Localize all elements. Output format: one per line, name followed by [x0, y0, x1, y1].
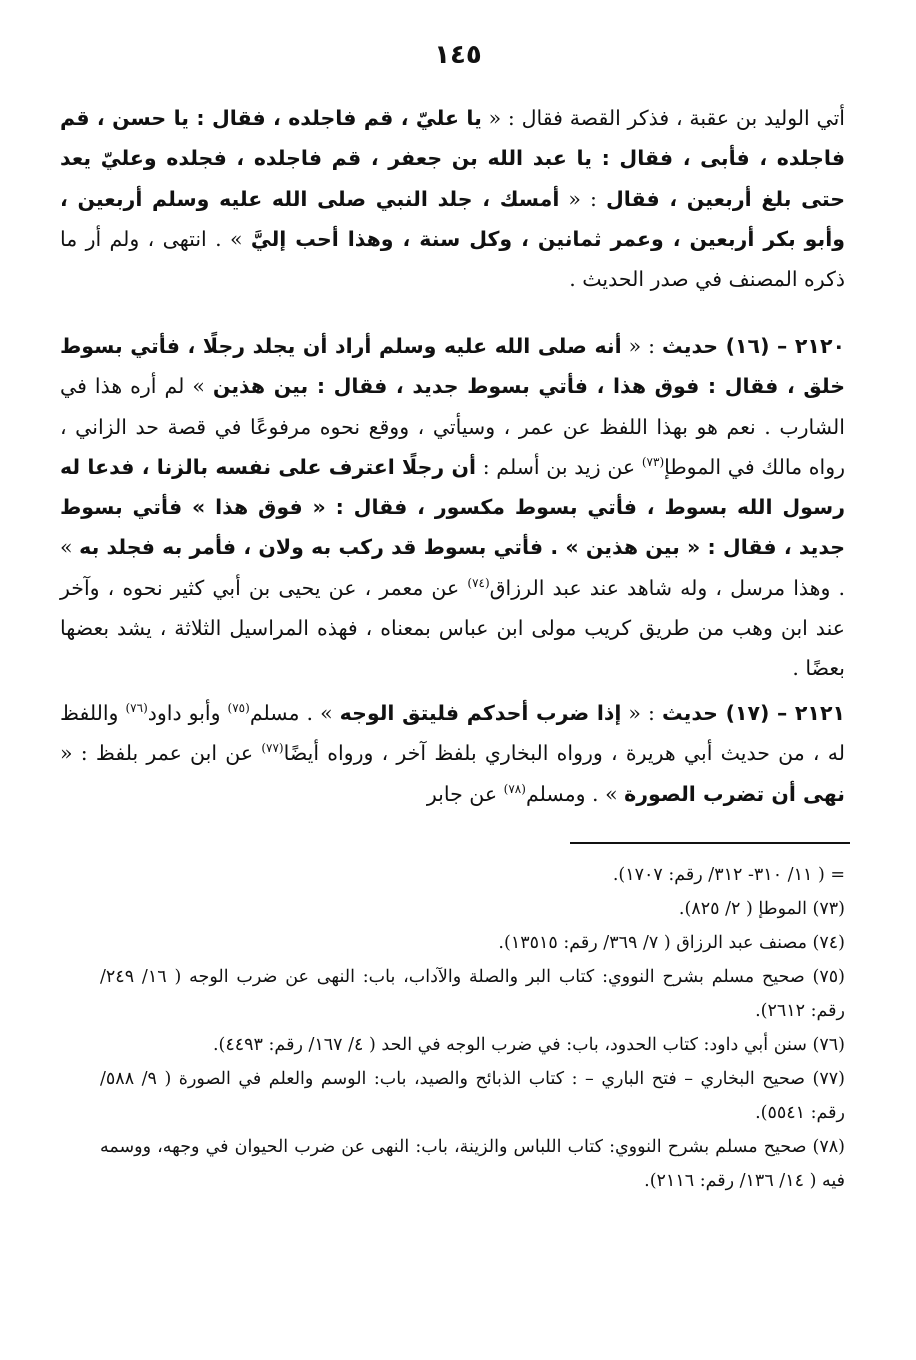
hadith-quote: أنه صلى الله عليه وسلم أراد أن يجلد رجلًا ، فأتي بسوط خلق ، فقال : فوق هذا ، فأتي بسوط جديد ، فقال : بين هذين — [60, 334, 845, 399]
footnote: (٧٦) سنن أبي داود: كتاب الحدود، باب: في ضرب الوجه في الحد ( ٤/ ١٦٧/ رقم: ٤٤٩٣). — [212, 1035, 845, 1055]
text-run: عن ابن عمر بلفظ : « — [60, 741, 262, 766]
paragraph-text — [60, 98, 845, 299]
footnote-ref: (٧٦) — [125, 701, 148, 716]
hadith-quote: نهى أن تضرب الصورة — [624, 781, 845, 806]
paragraph-text — [60, 326, 845, 689]
text-run: : « — [621, 701, 662, 725]
text-run: » . مسلم — [249, 701, 340, 725]
footnote-ref: (٧٨) — [503, 781, 526, 796]
footnote: (٧٥) صحيح مسلم بشرح النووي: كتاب البر والصلة والآداب، باب: النهى عن ضرب الوجه ( ١٦/ ٢٤٩/ رقم: ٢٦١٢). — [100, 967, 845, 1021]
hadith-quote: يا عليّ ، قم فاجلده ، فقال : يا حسن ، قم فاجلده ، فأبى ، فقال : يا عبد الله بن جعفر ، قم فاجلده ، فجلده وعليّ يعد حتى بلغ أربعين ، فقال — [60, 106, 845, 211]
hadith-entry-2121 — [60, 693, 845, 814]
paragraph-text — [60, 693, 845, 814]
text-run: » . انتهى ، ولم أر ما ذكره المصنف في صدر الحديث . — [60, 226, 845, 292]
hadith-entry-2120 — [60, 326, 845, 689]
hadith-quote: أمسك ، جلد النبي صلى الله عليه وسلم أربعين ، وأبو بكر أربعين ، وعمر ثمانين ، وكل سنة ، وهذا أحب إليَّ — [60, 186, 845, 251]
text-run: » لم أره هذا في الشارب . نعم هو بهذا اللفظ عن عمر ، وسيأتي ، ووقع نحوه مرفوعًا في قصة حد الزاني ، رواه مالك في الموطإ — [60, 374, 845, 479]
footnote: (٧٤) مصنف عبد الرزاق ( ٧/ ٣٦٩/ رقم: ١٣٥١٥). — [498, 933, 845, 953]
paragraph-continuation — [60, 98, 845, 299]
text-run: : « — [621, 334, 663, 358]
hadith-quote: أن رجلًا اعترف على نفسه بالزنا ، فدعا له رسول الله بسوط ، فأتي بسوط مكسور ، فقال : « فوق هذا » فأتي بسوط جديد ، فقال : « بين هذين » . فأتي بسوط قد ركب به ولان ، فأمر به فجلد به — [60, 454, 845, 560]
footnote: (٧٧) صحيح البخاري – فتح الباري – : كتاب الذبائح والصيد، باب: الوسم والعلم في الصورة ( ٩/ ٥٨٨/ رقم: ٥٥٤١). — [100, 1069, 845, 1123]
text-run: : « — [559, 186, 606, 211]
text-run: واللفظ له ، من حديث أبي هريرة ، ورواه البخاري بلفظ آخر ، ورواه أيضًا — [60, 701, 845, 766]
footnote-ref: (٧٣) — [641, 455, 665, 470]
footnote: = ( ١١/ ٣١٠- ٣١٢/ رقم: ١٧٠٧). — [612, 865, 845, 885]
text-run: » . ومسلم — [525, 781, 625, 806]
footnote-ref: (٧٧) — [261, 741, 284, 756]
hadith-number: ٢١٢١ – (١٧) حديث — [661, 701, 845, 725]
text-run: عن زيد بن أسلم : — [476, 454, 642, 479]
text-run: وأبو داود — [147, 701, 228, 725]
text-run: » . وهذا مرسل ، وله شاهد عند عبد الرزاق — [60, 535, 845, 600]
text-run: عن معمر ، عن يحيى بن أبي كثير نحوه ، وآخر عند ابن وهب من طريق كريب مولى ابن عباس بمعناه ، فهذه المراسيل الثلاثة ، يشد بعضها بعضًا . — [60, 575, 845, 681]
footnotes — [100, 858, 845, 1198]
page-number: ١٤٥ — [434, 40, 482, 70]
hadith-number: ٢١٢٠ – (١٦) حديث — [662, 334, 845, 358]
footnote: (٧٨) صحيح مسلم بشرح النووي: كتاب اللباس والزينة، باب: النهى عن ضرب الحيوان في وجهه، ووسمه فيه ( ١٤/ ١٣٦/ رقم: ٢١١٦). — [100, 1137, 845, 1191]
footnote-ref: (٧٤) — [467, 575, 490, 590]
text-run: عن جابر — [426, 781, 504, 806]
footnote-separator — [570, 842, 850, 844]
text-run: أتي الوليد بن عقبة ، فذكر القصة فقال : « — [481, 106, 845, 130]
hadith-quote: إذا ضرب أحدكم فليتق الوجه — [339, 701, 622, 725]
footnote-ref: (٧٥) — [227, 701, 250, 716]
footnote: (٧٣) الموطإ ( ٢/ ٨٢٥). — [678, 899, 845, 919]
